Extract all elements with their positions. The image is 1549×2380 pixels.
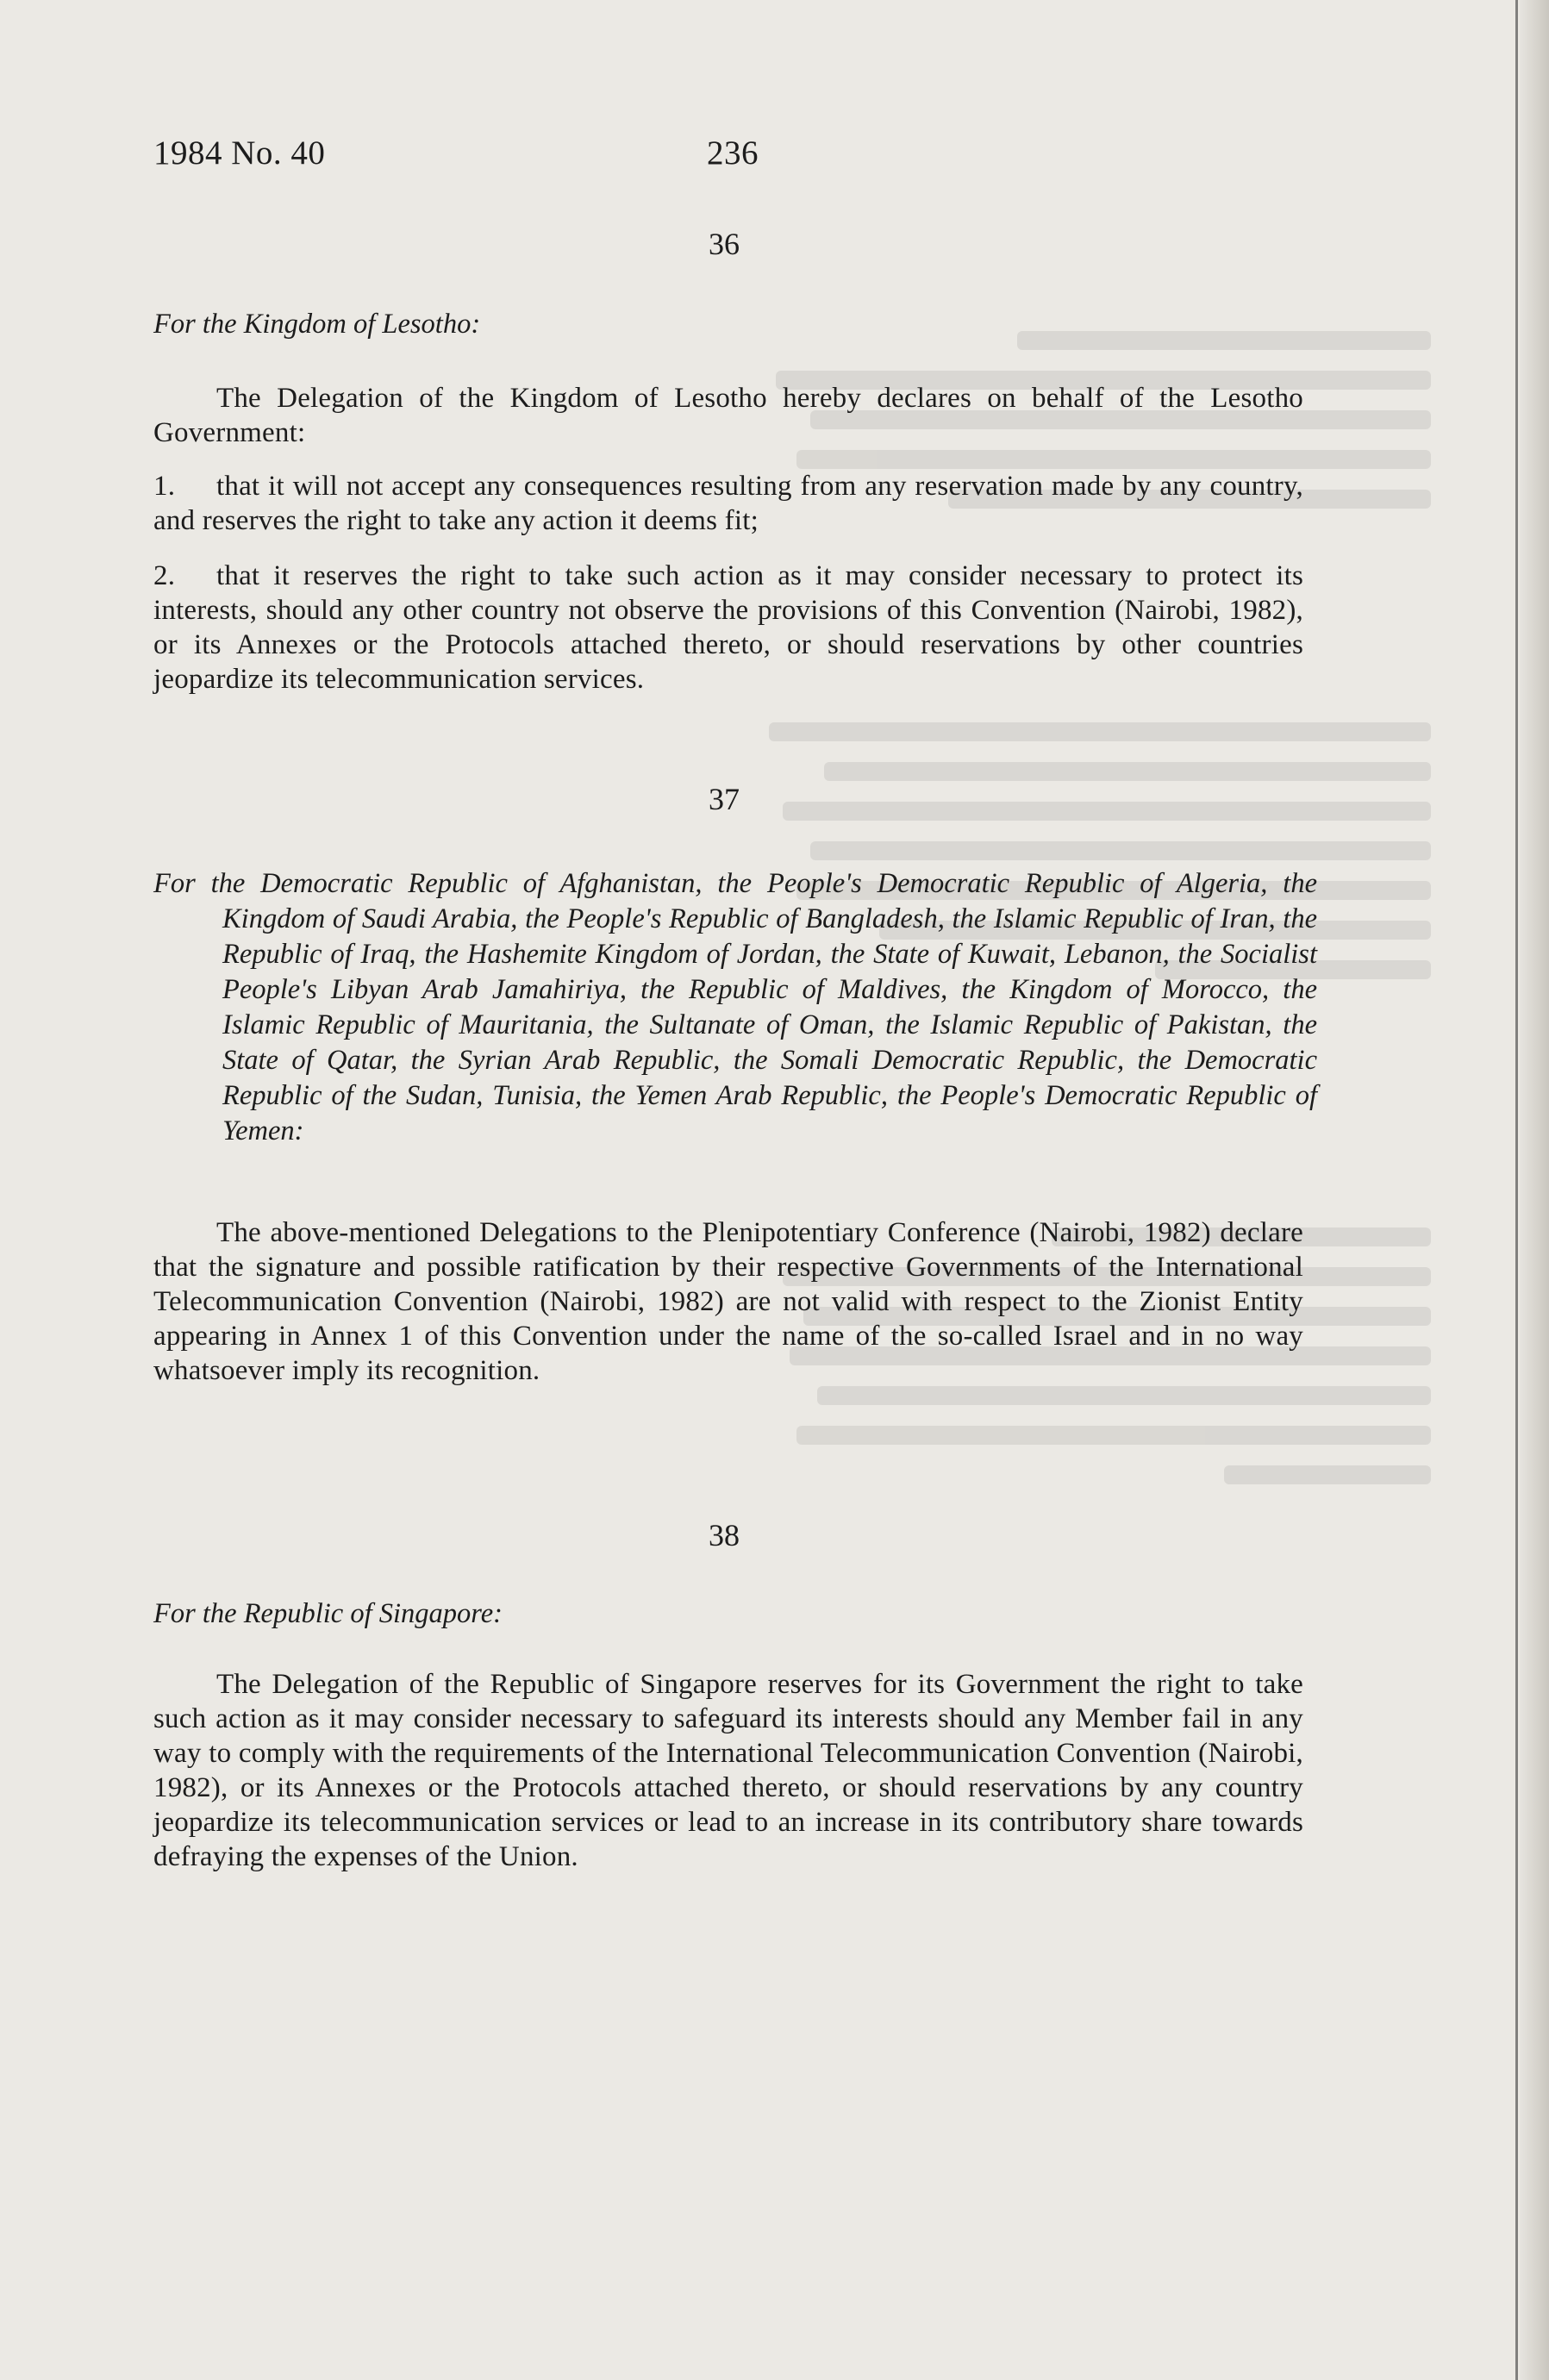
section-heading-arab-states: For the Democratic Republic of Afghanistan, the People's Democratic Republic of Algeria, the Kingdom of Saudi Arabia, the People's Republic of Bangladesh, the Islamic Republic of Iran, the Republic of Iraq, the Hashemite Kingdom of Jordan, the State of Kuwait, Lebanon, the Socialist People's Libyan Arab Jamahiriya, the Republic of Maldives, the Kingdom of Morocco, the Islamic Republic of Mauritania, the Sultanate of Oman, the Islamic Republic of Pakistan, the State of Qatar, the Syrian Arab Republic, the Somali Democratic Republic, the Democratic Republic of the Sudan, Tunisia, the Yemen Arab Republic, the People's Democratic Republic of Yemen: [153,868,1317,1146]
page-edge-line [1515,0,1518,2380]
section-number-37: 37 [709,782,740,816]
page-edge-shadow [1520,0,1549,2380]
body-text: The Delegation of the Republic of Singapore reserves for its Government the right to take such action as it may consider necessary to safeguard its interests should any Member fail in any way to comply with the requirements of the International Telecommunication Convention (Nairobi, 1982), or its Annexes or the Protocols attached thereto, or should reservations by any country jeopardize its telecommunication services or lead to an increase in its contributory share towards defraying the expenses of the Union. [153,1669,1303,1872]
section-heading-lesotho: For the Kingdom of Lesotho: [153,309,481,340]
section-body-singapore [153,1667,1303,1874]
section-heading-singapore: For the Republic of Singapore: [153,1598,503,1629]
year-and-number: 1984 No. 40 [153,134,326,172]
body-text: The above-mentioned Delegations to the Plenipotentiary Conference (Nairobi, 1982) declare that the signature and possible ratification by their respective Governments of the International Telecommunication Convention (Nairobi, 1982) are not valid with respect to the Zionist Entity appearing in Annex 1 of this Convention under the name of the so-called Israel and in no way whatsoever imply its recognition. [153,1217,1303,1386]
declaration-item-2 [153,559,1303,697]
item-number: 1. [153,471,176,502]
item-number: 2. [153,560,176,591]
declaration-item-1 [153,469,1303,538]
item-text: that it reserves the right to take such action as it may consider necessary to protect its interests, should any other country not observe the provisions of this Convention (Nairobi, 1982), or its Annexes or the Protocols attached thereto, or should reservations by other countries jeopardize its telecommunication services. [153,560,1303,695]
item-text: that it will not accept any consequences resulting from any reservation made by any country, and reserves the right to take any action it deems fit; [153,471,1303,536]
section-intro-lesotho [153,381,1303,450]
section-number-38: 38 [709,1518,740,1552]
intro-text: The Delegation of the Kingdom of Lesotho hereby declares on behalf of the Lesotho Government: [153,383,1303,448]
page-number: 236 [707,134,759,172]
section-number-36: 36 [709,227,740,261]
section-body-arab-states [153,1215,1303,1388]
